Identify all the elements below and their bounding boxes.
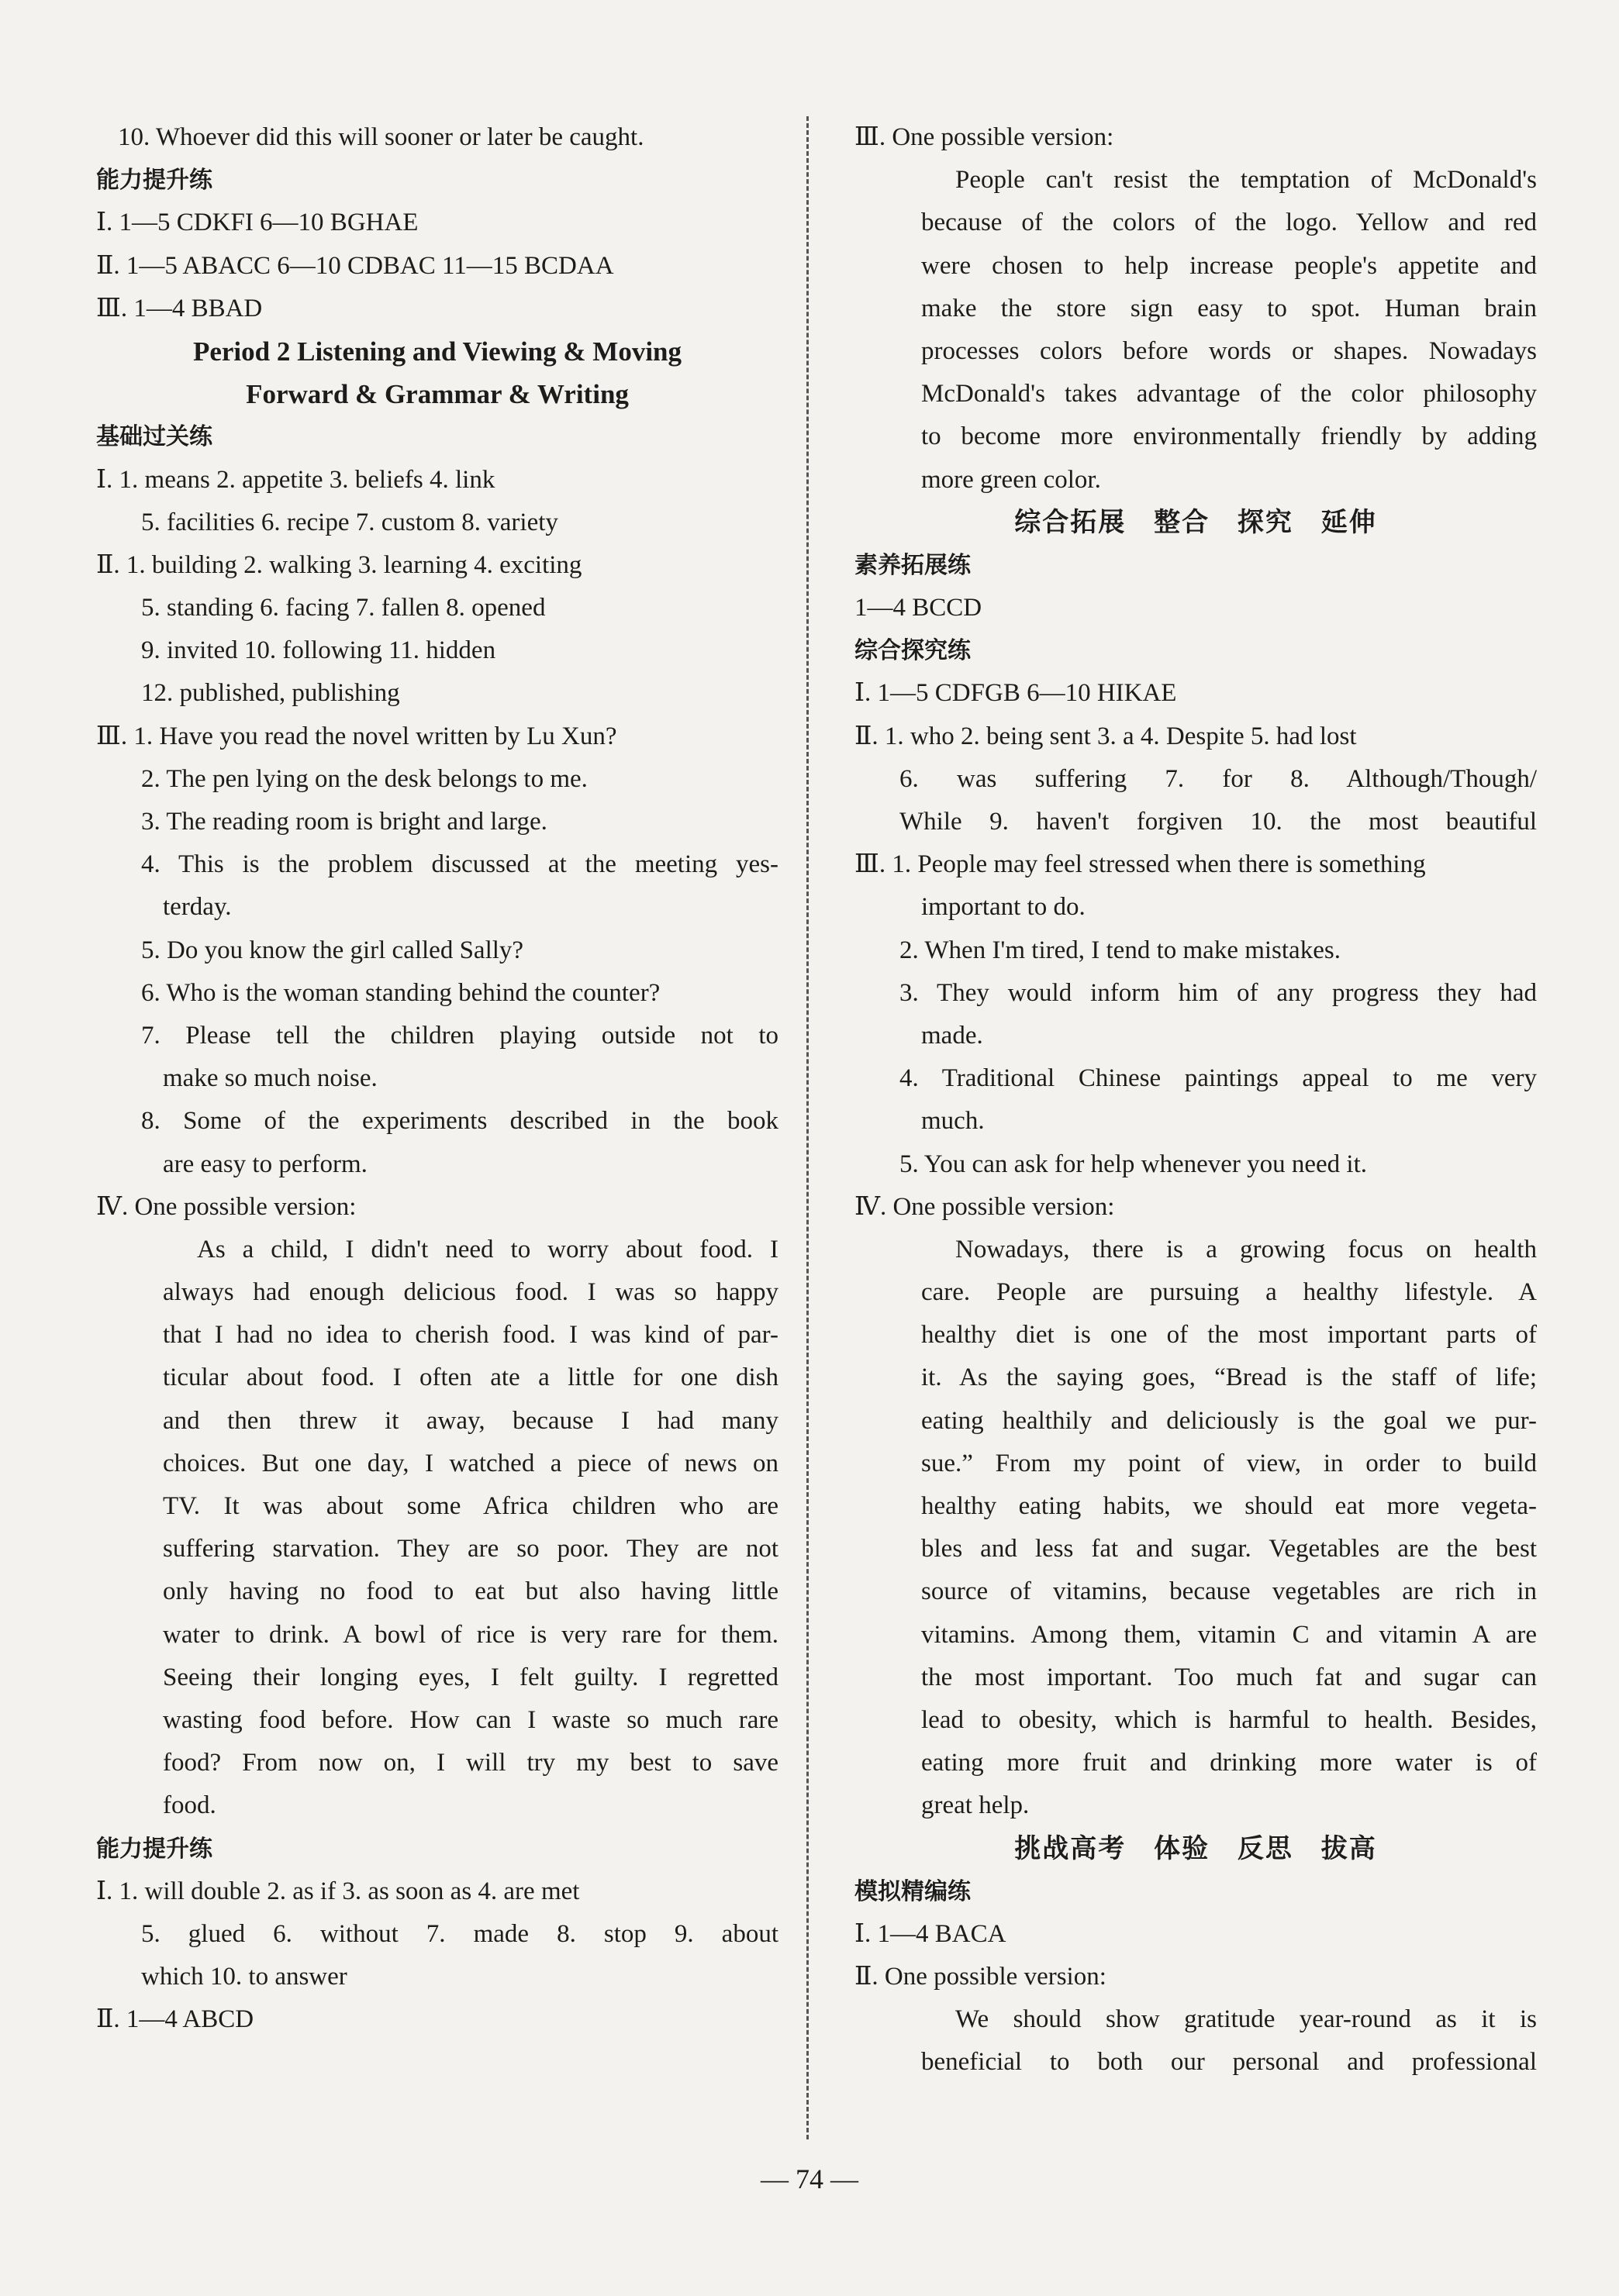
left-line: 5. Do you know the girl called Sally? xyxy=(141,936,524,964)
right-line: great help. xyxy=(921,1791,1030,1820)
left-line: ticular about food. I often ate a little for one dish xyxy=(163,1363,778,1392)
left-line: Seeing their longing eyes, I felt guilty. I regretted xyxy=(163,1663,778,1691)
left-line: choices. But one day, I watched a piece of news on xyxy=(163,1449,778,1477)
left-line: that I had no idea to cherish food. I was kind of par- xyxy=(163,1321,778,1350)
right-line: Nowadays, there is a growing focus on health xyxy=(955,1235,1537,1263)
left-line: water to drink. A bowl of rice is very rare for them. xyxy=(163,1620,778,1649)
left-line: Ⅱ. 1. building 2. walking 3. learning 4. exciting xyxy=(96,550,582,579)
right-line: beneficial to both our personal and professional xyxy=(921,2048,1537,2077)
page-number: — 74 — xyxy=(761,2163,858,2194)
right-line: lead to obesity, which is harmful to health. Besides, xyxy=(921,1705,1537,1734)
left-line: Ⅲ. 1. Have you read the novel written by Lu Xun? xyxy=(96,722,617,750)
left-line: suffering starvation. They are so poor. They are not xyxy=(163,1535,778,1563)
right-line: 5. You can ask for help whenever you need it. xyxy=(899,1150,1368,1178)
left-line: 5. facilities 6. recipe 7. custom 8. variety xyxy=(141,508,558,536)
right-line: source of vitamins, because vegetables are rich in xyxy=(921,1577,1537,1606)
right-line: People can't resist the temptation of McDonald's xyxy=(955,166,1537,195)
right-line: healthy eating habits, we should eat more vegeta- xyxy=(921,1492,1537,1520)
left-line: TV. It was about some Africa children who are xyxy=(163,1492,778,1520)
left-line: 5. glued 6. without 7. made 8. stop 9. about xyxy=(141,1919,778,1948)
left-line: 3. The reading room is bright and large. xyxy=(141,808,547,836)
left-column xyxy=(96,116,778,2041)
right-line: McDonald's takes advantage of the color philosophy xyxy=(921,380,1537,409)
right-line: make the store sign easy to spot. Human brain xyxy=(921,294,1537,322)
right-line: 4. Traditional Chinese paintings appeal to me very xyxy=(899,1064,1537,1093)
left-line: Ⅰ. 1. means 2. appetite 3. beliefs 4. link xyxy=(96,465,495,494)
left-line: Ⅱ. 1—5 ABACC 6—10 CDBAC 11—15 BCDAA xyxy=(96,251,614,280)
right-line: While 9. haven't forgiven 10. the most beautiful xyxy=(899,808,1537,836)
right-line: processes colors before words or shapes. Nowadays xyxy=(921,336,1537,365)
right-line: to become more environmentally friendly by adding xyxy=(921,422,1537,451)
right-line: 综合探究练 xyxy=(854,637,971,665)
left-line: make so much noise. xyxy=(163,1064,378,1093)
left-line: 4. This is the problem discussed at the meeting yes- xyxy=(141,850,778,879)
right-line: Ⅲ. One possible version: xyxy=(854,123,1114,151)
left-line: 基础过关练 xyxy=(96,423,212,451)
right-line: bles and less fat and sugar. Vegetables are the best xyxy=(921,1535,1537,1563)
right-line: eating more fruit and drinking more water is of xyxy=(921,1749,1537,1777)
right-line: We should show gratitude year-round as it is xyxy=(955,2005,1537,2034)
right-line: Ⅰ. 1—5 CDFGB 6—10 HIKAE xyxy=(854,679,1177,708)
left-line: and then threw it away, because I had many xyxy=(163,1406,778,1435)
right-line: vitamins. Among them, vitamin C and vitamin A are xyxy=(921,1620,1537,1649)
right-line: were chosen to help increase people's appetite and xyxy=(921,251,1537,280)
right-line: 3. They would inform him of any progress they had xyxy=(899,978,1537,1007)
right-line: 挑战高考 体验 反思 拔高 xyxy=(1014,1832,1377,1864)
right-line: more green color. xyxy=(921,465,1101,494)
right-line: important to do. xyxy=(921,893,1086,922)
left-line: wasting food before. How can I waste so much rare xyxy=(163,1705,778,1734)
left-line: 12. published, publishing xyxy=(141,679,400,708)
right-line: 1—4 BCCD xyxy=(854,594,982,622)
left-line: are easy to perform. xyxy=(163,1150,368,1178)
left-line: terday. xyxy=(163,893,232,922)
left-line: Period 2 Listening and Viewing & Moving xyxy=(192,336,682,367)
left-line: 能力提升练 xyxy=(96,1835,212,1863)
right-line: care. People are pursuing a healthy lifestyle. A xyxy=(921,1278,1537,1307)
left-line: only having no food to eat but also having little xyxy=(163,1577,778,1606)
right-line: made. xyxy=(921,1021,983,1050)
left-line: always had enough delicious food. I was so happy xyxy=(163,1278,778,1307)
left-line: 8. Some of the experiments described in the book xyxy=(141,1107,778,1136)
left-line: Ⅳ. One possible version: xyxy=(96,1192,357,1221)
right-line: much. xyxy=(921,1107,985,1136)
left-line: 6. Who is the woman standing behind the counter? xyxy=(141,978,661,1007)
left-line: Ⅰ. 1—5 CDKFI 6—10 BGHAE xyxy=(96,209,419,237)
right-line: Ⅱ. One possible version: xyxy=(854,1963,1106,1991)
left-line: Ⅰ. 1. will double 2. as if 3. as soon as 4. are met xyxy=(96,1877,580,1905)
left-line: 5. standing 6. facing 7. fallen 8. opened xyxy=(141,594,546,622)
right-line: 综合拓展 整合 探究 延伸 xyxy=(1014,506,1377,538)
right-column xyxy=(854,116,1537,2084)
right-line: eating healthily and deliciously is the goal we pur- xyxy=(921,1406,1537,1435)
right-line: Ⅱ. 1. who 2. being sent 3. a 4. Despite 5. had lost xyxy=(854,722,1357,750)
right-line: 模拟精编练 xyxy=(854,1877,971,1905)
right-line: Ⅳ. One possible version: xyxy=(854,1192,1115,1221)
left-line: food? From now on, I will try my best to save xyxy=(163,1749,778,1777)
right-line: because of the colors of the logo. Yellow and red xyxy=(921,209,1537,237)
left-line: 9. invited 10. following 11. hidden xyxy=(141,636,496,665)
left-line: 10. Whoever did this will sooner or later be caught. xyxy=(118,123,644,151)
left-line: Ⅱ. 1—4 ABCD xyxy=(96,2005,254,2034)
right-line: 素养拓展练 xyxy=(854,551,971,579)
left-line: 7. Please tell the children playing outside not to xyxy=(141,1021,778,1050)
right-line: healthy diet is one of the most important parts of xyxy=(921,1321,1537,1350)
left-line: 能力提升练 xyxy=(96,167,212,195)
right-line: sue.” From my point of view, in order to build xyxy=(921,1449,1537,1477)
left-line: Ⅲ. 1—4 BBAD xyxy=(96,294,263,322)
right-line: 2. When I'm tired, I tend to make mistakes. xyxy=(899,936,1341,964)
column-divider xyxy=(806,116,809,2139)
left-line: 2. The pen lying on the desk belongs to me. xyxy=(141,764,588,793)
left-line: food. xyxy=(163,1791,216,1820)
right-line: 6. was suffering 7. for 8. Although/Though/ xyxy=(899,764,1537,793)
right-line: it. As the saying goes, “Bread is the staff of life; xyxy=(921,1363,1537,1392)
left-line: As a child, I didn't need to worry about food. I xyxy=(197,1235,778,1263)
right-line: the most important. Too much fat and sugar can xyxy=(921,1663,1537,1691)
left-line: which 10. to answer xyxy=(141,1963,347,1991)
left-line: Forward & Grammar & Writing xyxy=(246,379,629,410)
right-line: Ⅲ. 1. People may feel stressed when there is something xyxy=(854,850,1426,879)
right-line: Ⅰ. 1—4 BACA xyxy=(854,1919,1006,1948)
